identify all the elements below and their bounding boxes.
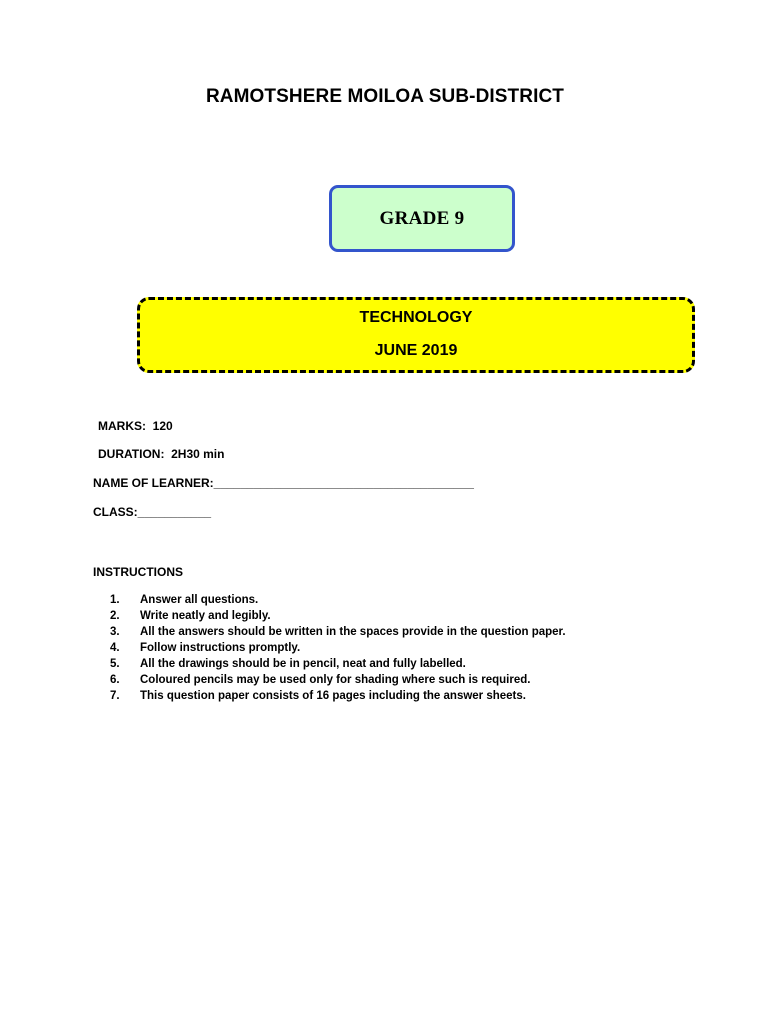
instruction-text: Coloured pencils may be used only for shading where such is required. (140, 674, 531, 686)
instruction-number: 6. (110, 674, 120, 686)
document-title: RAMOTSHERE MOILOA SUB-DISTRICT (205, 86, 564, 107)
instructions-list (110, 592, 566, 704)
instruction-number: 7. (110, 690, 120, 702)
instruction-item (110, 640, 566, 656)
instruction-text: Follow instructions promptly. (140, 642, 301, 654)
instruction-item (110, 624, 566, 640)
instruction-number: 3. (110, 626, 120, 638)
marks-line: MARKS: 120 (98, 419, 173, 433)
instruction-number: 5. (110, 658, 120, 670)
instruction-text: This question paper consists of 16 pages including the answer sheets. (140, 690, 526, 702)
exam-date: JUNE 2019 (374, 342, 458, 359)
duration-line: DURATION: 2H30 min (98, 447, 225, 461)
instruction-item (110, 688, 566, 704)
instruction-item (110, 656, 566, 672)
instruction-text: All the answers should be written in the spaces provide in the question paper. (140, 626, 566, 638)
instruction-item (110, 608, 566, 624)
class-field: CLASS:___________ (93, 505, 212, 519)
instruction-text: All the drawings should be in pencil, neat and fully labelled. (140, 658, 466, 670)
learner-name-field: NAME OF LEARNER:_______________________________________ (93, 476, 474, 490)
grade-label: GRADE 9 (379, 207, 465, 229)
instruction-item (110, 592, 566, 608)
subject-box (137, 297, 695, 373)
instruction-text: Answer all questions. (140, 594, 259, 606)
instructions-heading: INSTRUCTIONS (93, 565, 183, 579)
instruction-number: 1. (110, 594, 120, 606)
grade-box (329, 185, 515, 252)
instruction-number: 4. (110, 642, 120, 654)
subject-title: TECHNOLOGY (359, 309, 473, 326)
instruction-number: 2. (110, 610, 120, 622)
instruction-item (110, 672, 566, 688)
instruction-text: Write neatly and legibly. (140, 610, 271, 622)
